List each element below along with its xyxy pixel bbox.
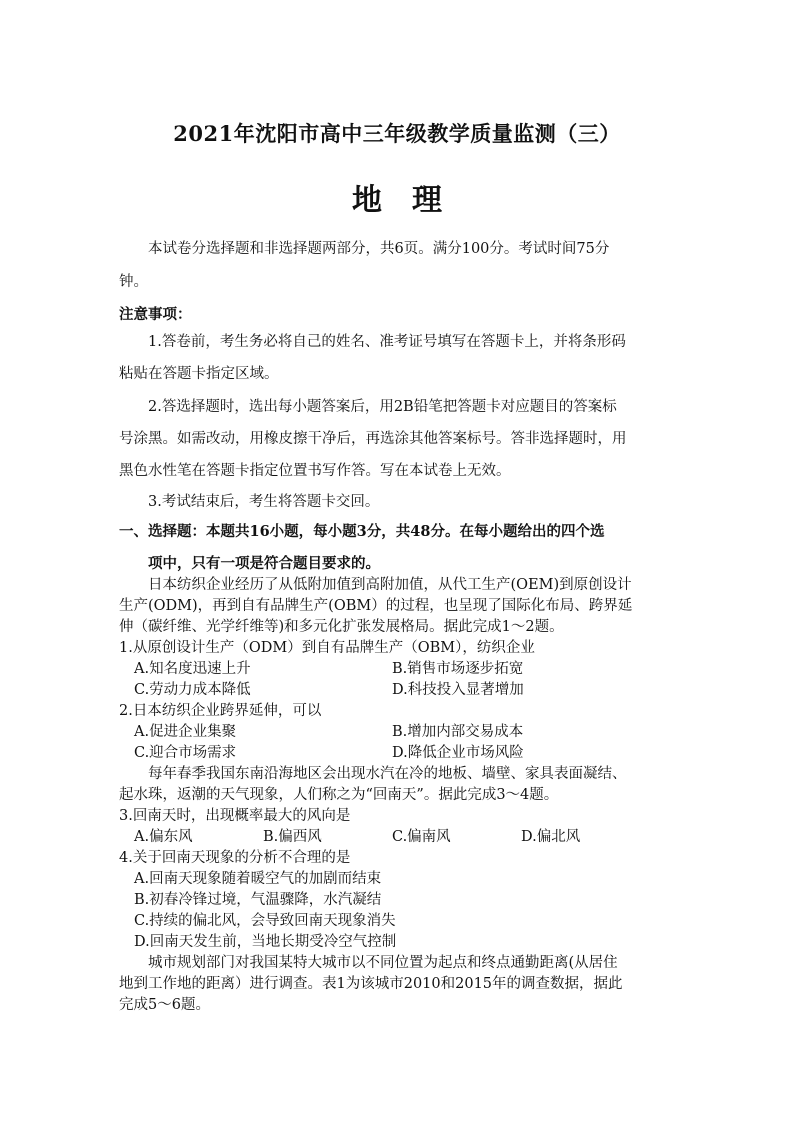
question-3-option-d: D.偏北风: [521, 829, 581, 845]
question-2-option-d: D.降低企业市场风险: [392, 745, 524, 761]
note-2-line-1: 2.答选择题时，选出每小题答案后，用2B铅笔把答题卡对应题目的答案标: [148, 399, 617, 415]
question-4-option-b: B.初春冷锋过境，气温骤降，水汽凝结: [134, 892, 382, 908]
passage-2-line-1: 每年春季我国东南沿海地区会出现水汽在冷的地板、墙壁、家具表面凝结、: [148, 766, 627, 782]
question-1-option-a: A.知名度迅速上升: [134, 661, 251, 677]
question-1-option-c: C.劳动力成本降低: [134, 682, 251, 698]
question-2-option-c: C.迎合市场需求: [134, 745, 237, 761]
question-4-option-c: C.持续的偏北风，会导致回南天现象消失: [134, 913, 396, 929]
note-1-line-1: 1.答卷前，考生务必将自己的姓名、准考证号填写在答题卡上，并将条形码: [148, 334, 626, 350]
passage-1-line-2: 生产(ODM)，再到自有品牌生产(OBM）的过程，也呈现了国际化布局、跨界延: [119, 598, 633, 614]
question-3-option-c: C.偏南风: [392, 829, 451, 845]
note-1-line-2: 粘贴在答题卡指定区域。: [119, 366, 279, 382]
section-heading-line-1: 一、选择题：本题共16小题，每小题3分，共48分。在每小题给出的四个选: [119, 523, 605, 540]
notes-heading: 注意事项：: [119, 306, 192, 323]
note-2-line-3: 黑色水性笔在答题卡指定位置书写作答。写在本试卷上无效。: [119, 463, 511, 479]
question-2-option-b: B.增加内部交易成本: [392, 724, 524, 740]
question-2-stem: 2.日本纺织企业跨界延伸，可以: [119, 703, 322, 719]
question-3-option-b: B.偏西风: [263, 829, 322, 845]
question-4-stem: 4.关于回南天现象的分析不合理的是: [119, 850, 351, 866]
passage-2-line-2: 起水珠，返潮的天气现象，人们称之为“回南天”。据此完成3～4题。: [119, 787, 559, 803]
question-4-option-d: D.回南天发生前，当地长期受冷空气控制: [134, 934, 397, 950]
passage-3-line-3: 完成5～6题。: [119, 997, 210, 1013]
question-1-stem: 1.从原创设计生产（ODM）到自有品牌生产（OBM），纺织企业: [119, 640, 535, 656]
intro-line-2: 钟。: [119, 274, 148, 290]
question-3-stem: 3.回南天时，出现概率最大的风向是: [119, 808, 351, 824]
question-4-option-a: A.回南天现象随着暖空气的加剧而结束: [134, 871, 382, 887]
question-1-option-d: D.科技投入显著增加: [392, 682, 524, 698]
intro-line-1: 本试卷分选择题和非选择题两部分，共6页。满分100分。考试时间75分: [148, 241, 610, 257]
passage-1-line-1: 日本纺织企业经历了从低附加值到高附加值，从代工生产(OEM)到原创设计: [148, 577, 632, 593]
passage-3-line-2: 地到工作地的距离）进行调查。表1为该城市2010和2015年的调查数据，据此: [119, 976, 623, 992]
passage-3-line-1: 城市规划部门对我国某特大城市以不同位置为起点和终点通勤距离(从居住: [148, 955, 618, 971]
subject-title: 地理: [352, 183, 472, 218]
section-heading: [119, 516, 675, 580]
question-2-option-a: A.促进企业集聚: [134, 724, 237, 740]
note-3: 3.考试结束后，考生将答题卡交回。: [148, 494, 380, 510]
question-1-option-b: B.销售市场逐步拓宽: [392, 661, 524, 677]
exam-title: 2021年沈阳市高中三年级教学质量监测（三）: [173, 121, 621, 146]
note-2-line-2: 号涂黑。如需改动，用橡皮擦干净后，再选涂其他答案标号。答非选择题时，用: [119, 431, 627, 447]
passage-1-line-3: 伸（碳纤维、光学纤维等)和多元化扩张发展格局。据此完成1～2题。: [119, 619, 564, 635]
section-heading-line-2: 项中，只有一项是符合题目要求的。: [148, 555, 380, 572]
question-3-option-a: A.偏东风: [134, 829, 193, 845]
